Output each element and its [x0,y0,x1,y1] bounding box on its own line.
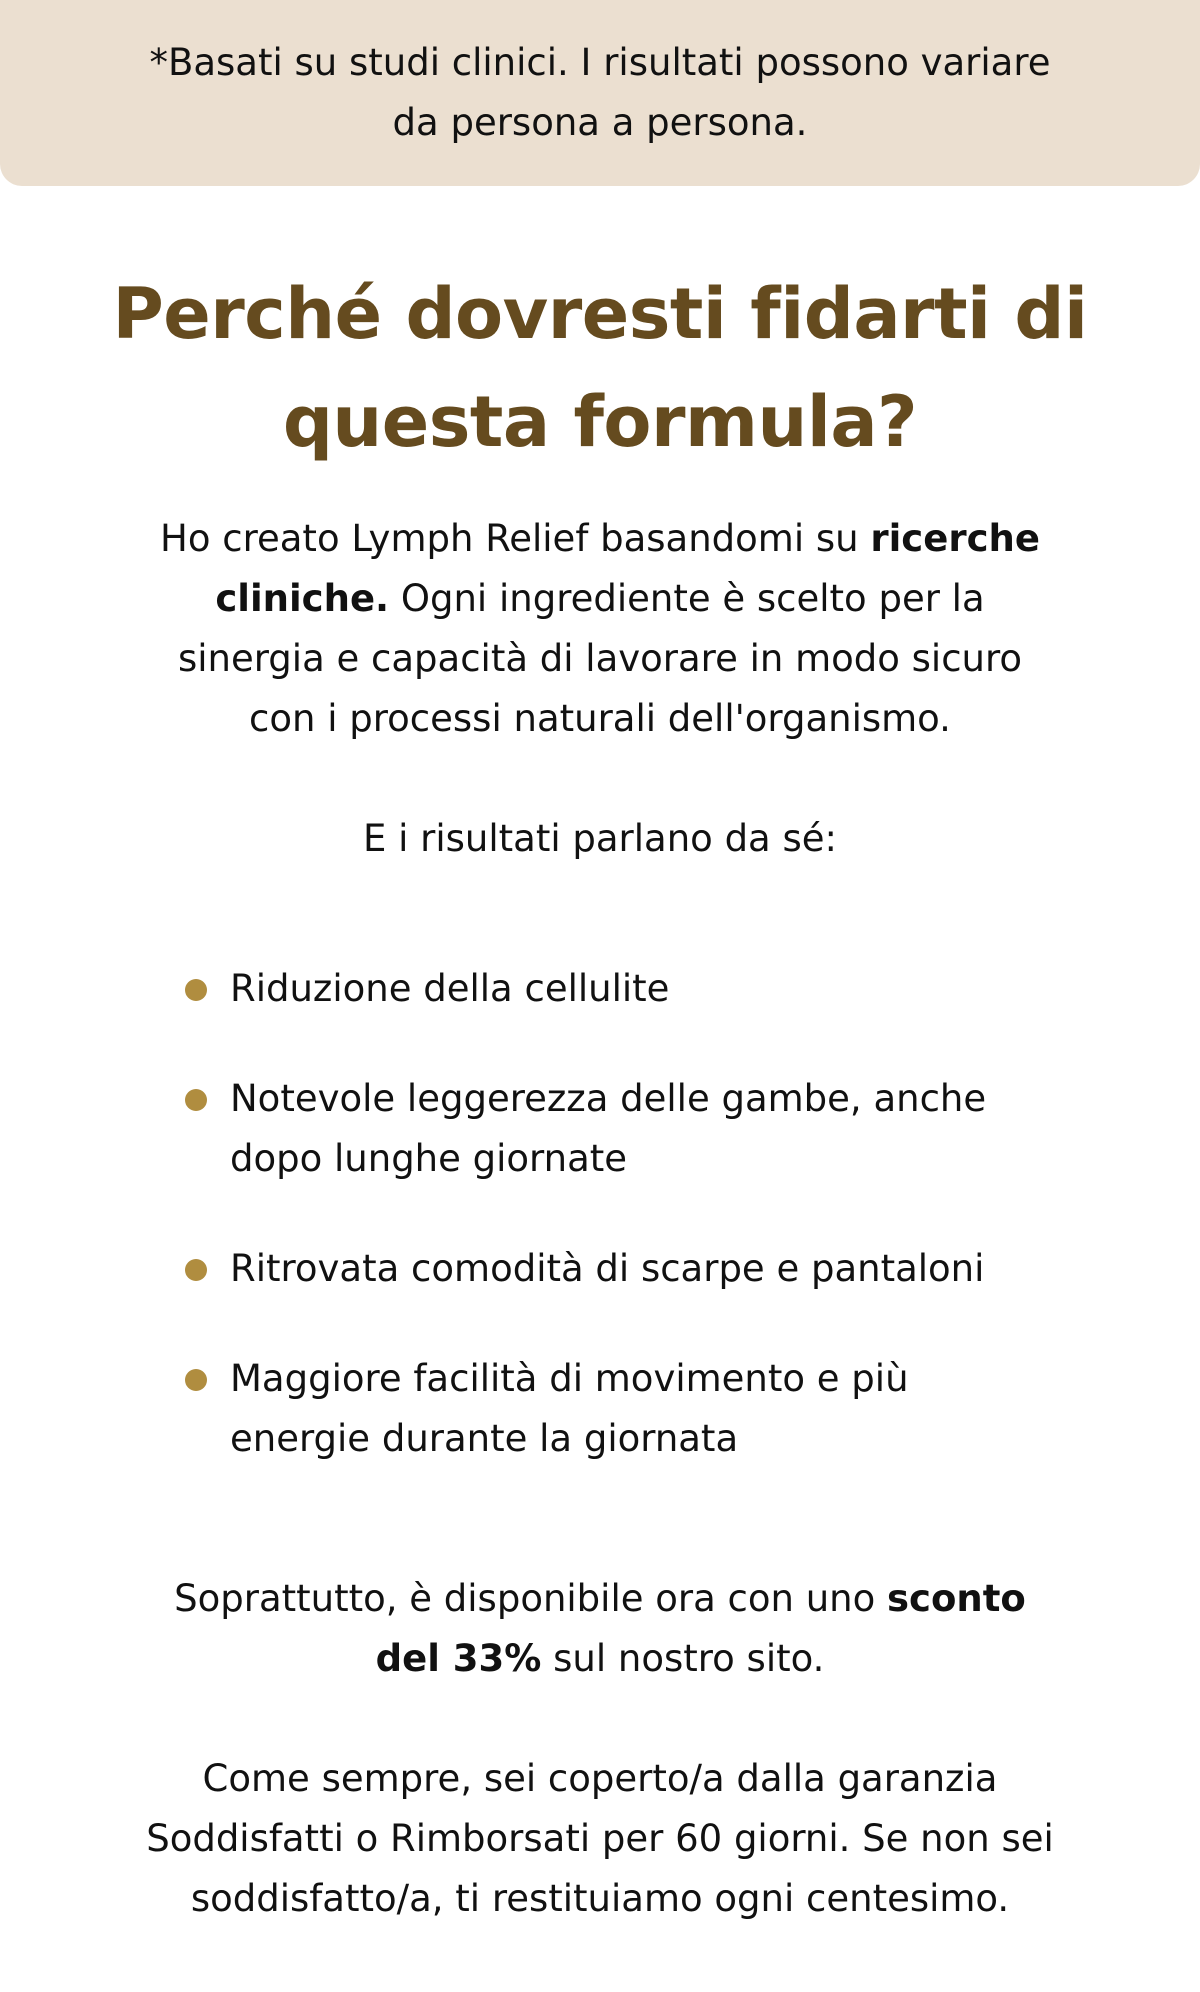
benefit-text: Notevole leggerezza delle gambe, anche dopo lunghe giornate [230,1077,987,1180]
bullet-dot-icon [185,1089,207,1111]
section-headline: Perché dovresti fidarti di questa formula? [112,273,1088,463]
intro-paragraph [140,509,1060,749]
benefit-item [180,1349,1060,1469]
benefits-list [180,959,1060,1469]
benefit-text: Maggiore facilità di movimento e più energie durante la giornata [230,1357,909,1460]
offer-text-start: Soprattutto, è disponibile ora con uno [174,1577,888,1620]
bullet-dot-icon [185,1259,207,1281]
intro-bold-text: ricerche cliniche. [215,517,1040,620]
offer-paragraph [140,1569,1060,1689]
benefit-text: Ritrovata comodità di scarpe e pantaloni [230,1247,985,1290]
benefit-item [180,1069,1060,1189]
disclaimer-text: *Basati su studi clinici. I risultati possono variare da persona a persona. [149,41,1051,144]
results-lead-text: E i risultati parlano da sé: [362,817,837,860]
benefit-text: Riduzione della cellulite [230,967,670,1010]
guarantee-paragraph: Come sempre, sei coperto/a dalla garanzia Soddisfatti o Rimborsati per 60 giorni. Se non sei soddisfatto/a, ti restituiamo ogni centesimo. [146,1757,1054,1920]
intro-text-end: Ogni ingrediente è scelto per la sinergia e capacità di lavorare in modo sicuro con i processi naturali dell'organismo. [177,577,1023,740]
offer-text-end: sul nostro sito. [541,1637,825,1680]
bullet-dot-icon [185,979,207,1001]
bullet-dot-icon [185,1369,207,1391]
intro-text-start: Ho creato Lymph Relief basandomi su [160,517,871,560]
disclaimer-banner [0,0,1200,186]
benefit-item [180,1239,1060,1299]
offer-discount-text: sconto del 33% [375,1577,1026,1680]
benefit-item [180,959,1060,1019]
